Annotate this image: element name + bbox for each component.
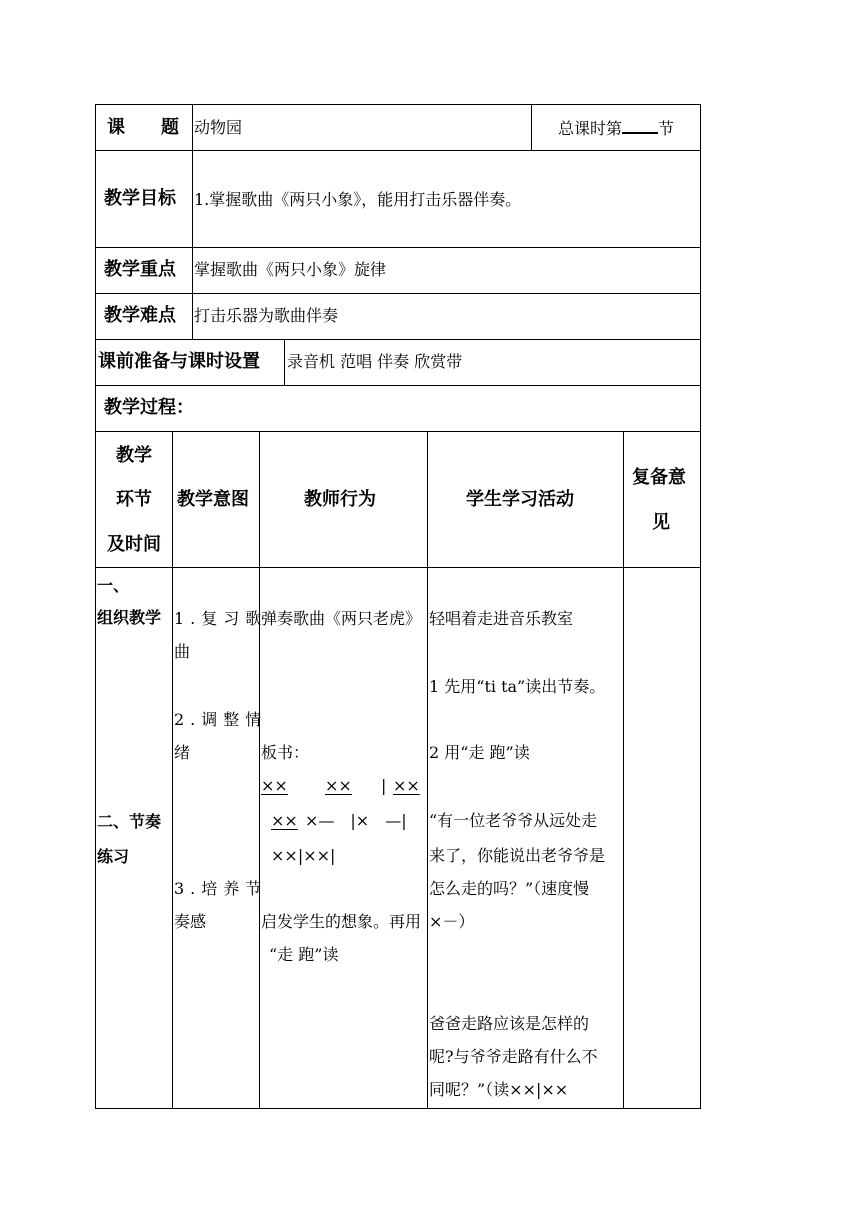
intent-line: 2.调整情: [174, 710, 268, 729]
col-divider: [531, 104, 532, 150]
row-divider: [95, 567, 701, 568]
student-line: 轻唱着走进音乐教室: [429, 609, 574, 628]
student-line: ×－）: [429, 912, 475, 931]
student-line: “有一位老爷爷从远处走: [429, 811, 598, 830]
col-divider: [192, 104, 193, 339]
goal-value: 1.掌握歌曲《两只小象》，能用打击乐器伴奏。: [194, 190, 522, 209]
rhythm-notation: ××: [393, 776, 420, 795]
row-divider: [95, 150, 701, 151]
key-label: 教学重点: [104, 259, 176, 280]
board-label: 板书：: [261, 743, 310, 762]
prep-value: 录音机 范唱 伴奏 欣赏带: [287, 352, 463, 371]
col-intent-header: 教学意图: [177, 489, 249, 510]
stage-1-title: 组织教学: [97, 608, 162, 627]
intent-line: 绪: [174, 743, 191, 762]
row-divider: [95, 293, 701, 294]
teacher-line: 启发学生的想象。再用: [261, 912, 422, 931]
row-divider: [95, 385, 701, 386]
rhythm-notation: |: [381, 776, 387, 795]
col-review-header-1: 复备意: [632, 467, 686, 488]
col-teacher-header: 教师行为: [304, 489, 376, 510]
col-stage-header-3: 及时间: [107, 534, 161, 555]
intent-line: 曲: [174, 642, 191, 661]
topic-value: 动物园: [194, 118, 243, 137]
stage-1-number: 一、: [97, 576, 130, 595]
student-line: 同呢？”（读××|××: [429, 1080, 569, 1099]
period-suffix: 节: [658, 119, 675, 138]
teacher-line: “走 跑”读: [269, 945, 339, 964]
stage-2-title: 二、节奏: [97, 812, 162, 831]
student-line: 呢?与爷爷走路有什么不: [429, 1047, 598, 1066]
goal-label: 教学目标: [104, 188, 176, 209]
prep-label: 课前准备与课时设置: [98, 351, 260, 372]
col-stage-header-1: 教学: [116, 445, 152, 466]
rhythm-notation: ×— |× —|: [305, 811, 407, 830]
rhythm-notation: ××|××|: [271, 846, 336, 865]
col-stage-header-2: 环节: [116, 489, 152, 510]
stage-2-title-cont: 练习: [97, 847, 130, 866]
difficulty-label: 教学难点: [104, 305, 176, 326]
topic-label: 课 题: [107, 117, 179, 138]
col-divider: [172, 431, 173, 1109]
lesson-table: [95, 104, 701, 1109]
student-line: 爸爸走路应该是怎样的: [429, 1014, 590, 1033]
rhythm-notation: ××: [261, 776, 288, 795]
rhythm-notation: ××: [271, 811, 298, 830]
col-divider: [284, 339, 285, 385]
row-divider: [95, 247, 701, 248]
col-divider: [259, 431, 260, 1109]
key-value: 掌握歌曲《两只小象》旋律: [194, 260, 387, 279]
col-divider: [623, 431, 624, 1109]
student-line: 怎么走的吗？”（速度慢: [429, 879, 590, 898]
col-divider: [427, 431, 428, 1109]
intent-line: 奏感: [174, 912, 207, 931]
row-divider: [95, 339, 701, 340]
intent-line: 3.培养节: [174, 879, 268, 898]
student-line: 2 用“走 跑”读: [429, 743, 530, 762]
student-line: 1 先用“ti ta”读出节奏。: [429, 677, 606, 696]
difficulty-value: 打击乐器为歌曲伴奏: [194, 306, 339, 325]
teacher-line: 弹奏歌曲《两只老虎》: [261, 609, 422, 628]
period-prefix: 总课时第: [558, 119, 623, 138]
period-field: [558, 118, 674, 139]
rhythm-notation: ××: [325, 776, 352, 795]
row-divider: [95, 431, 701, 432]
col-student-header: 学生学习活动: [466, 489, 574, 510]
period-blank: [622, 118, 658, 134]
process-label: 教学过程：: [104, 397, 194, 418]
col-review-header-2: 见: [652, 512, 670, 533]
intent-line: 1.复习歌: [174, 609, 268, 628]
student-line: 来了，你能说出老爷爷是: [429, 846, 606, 865]
